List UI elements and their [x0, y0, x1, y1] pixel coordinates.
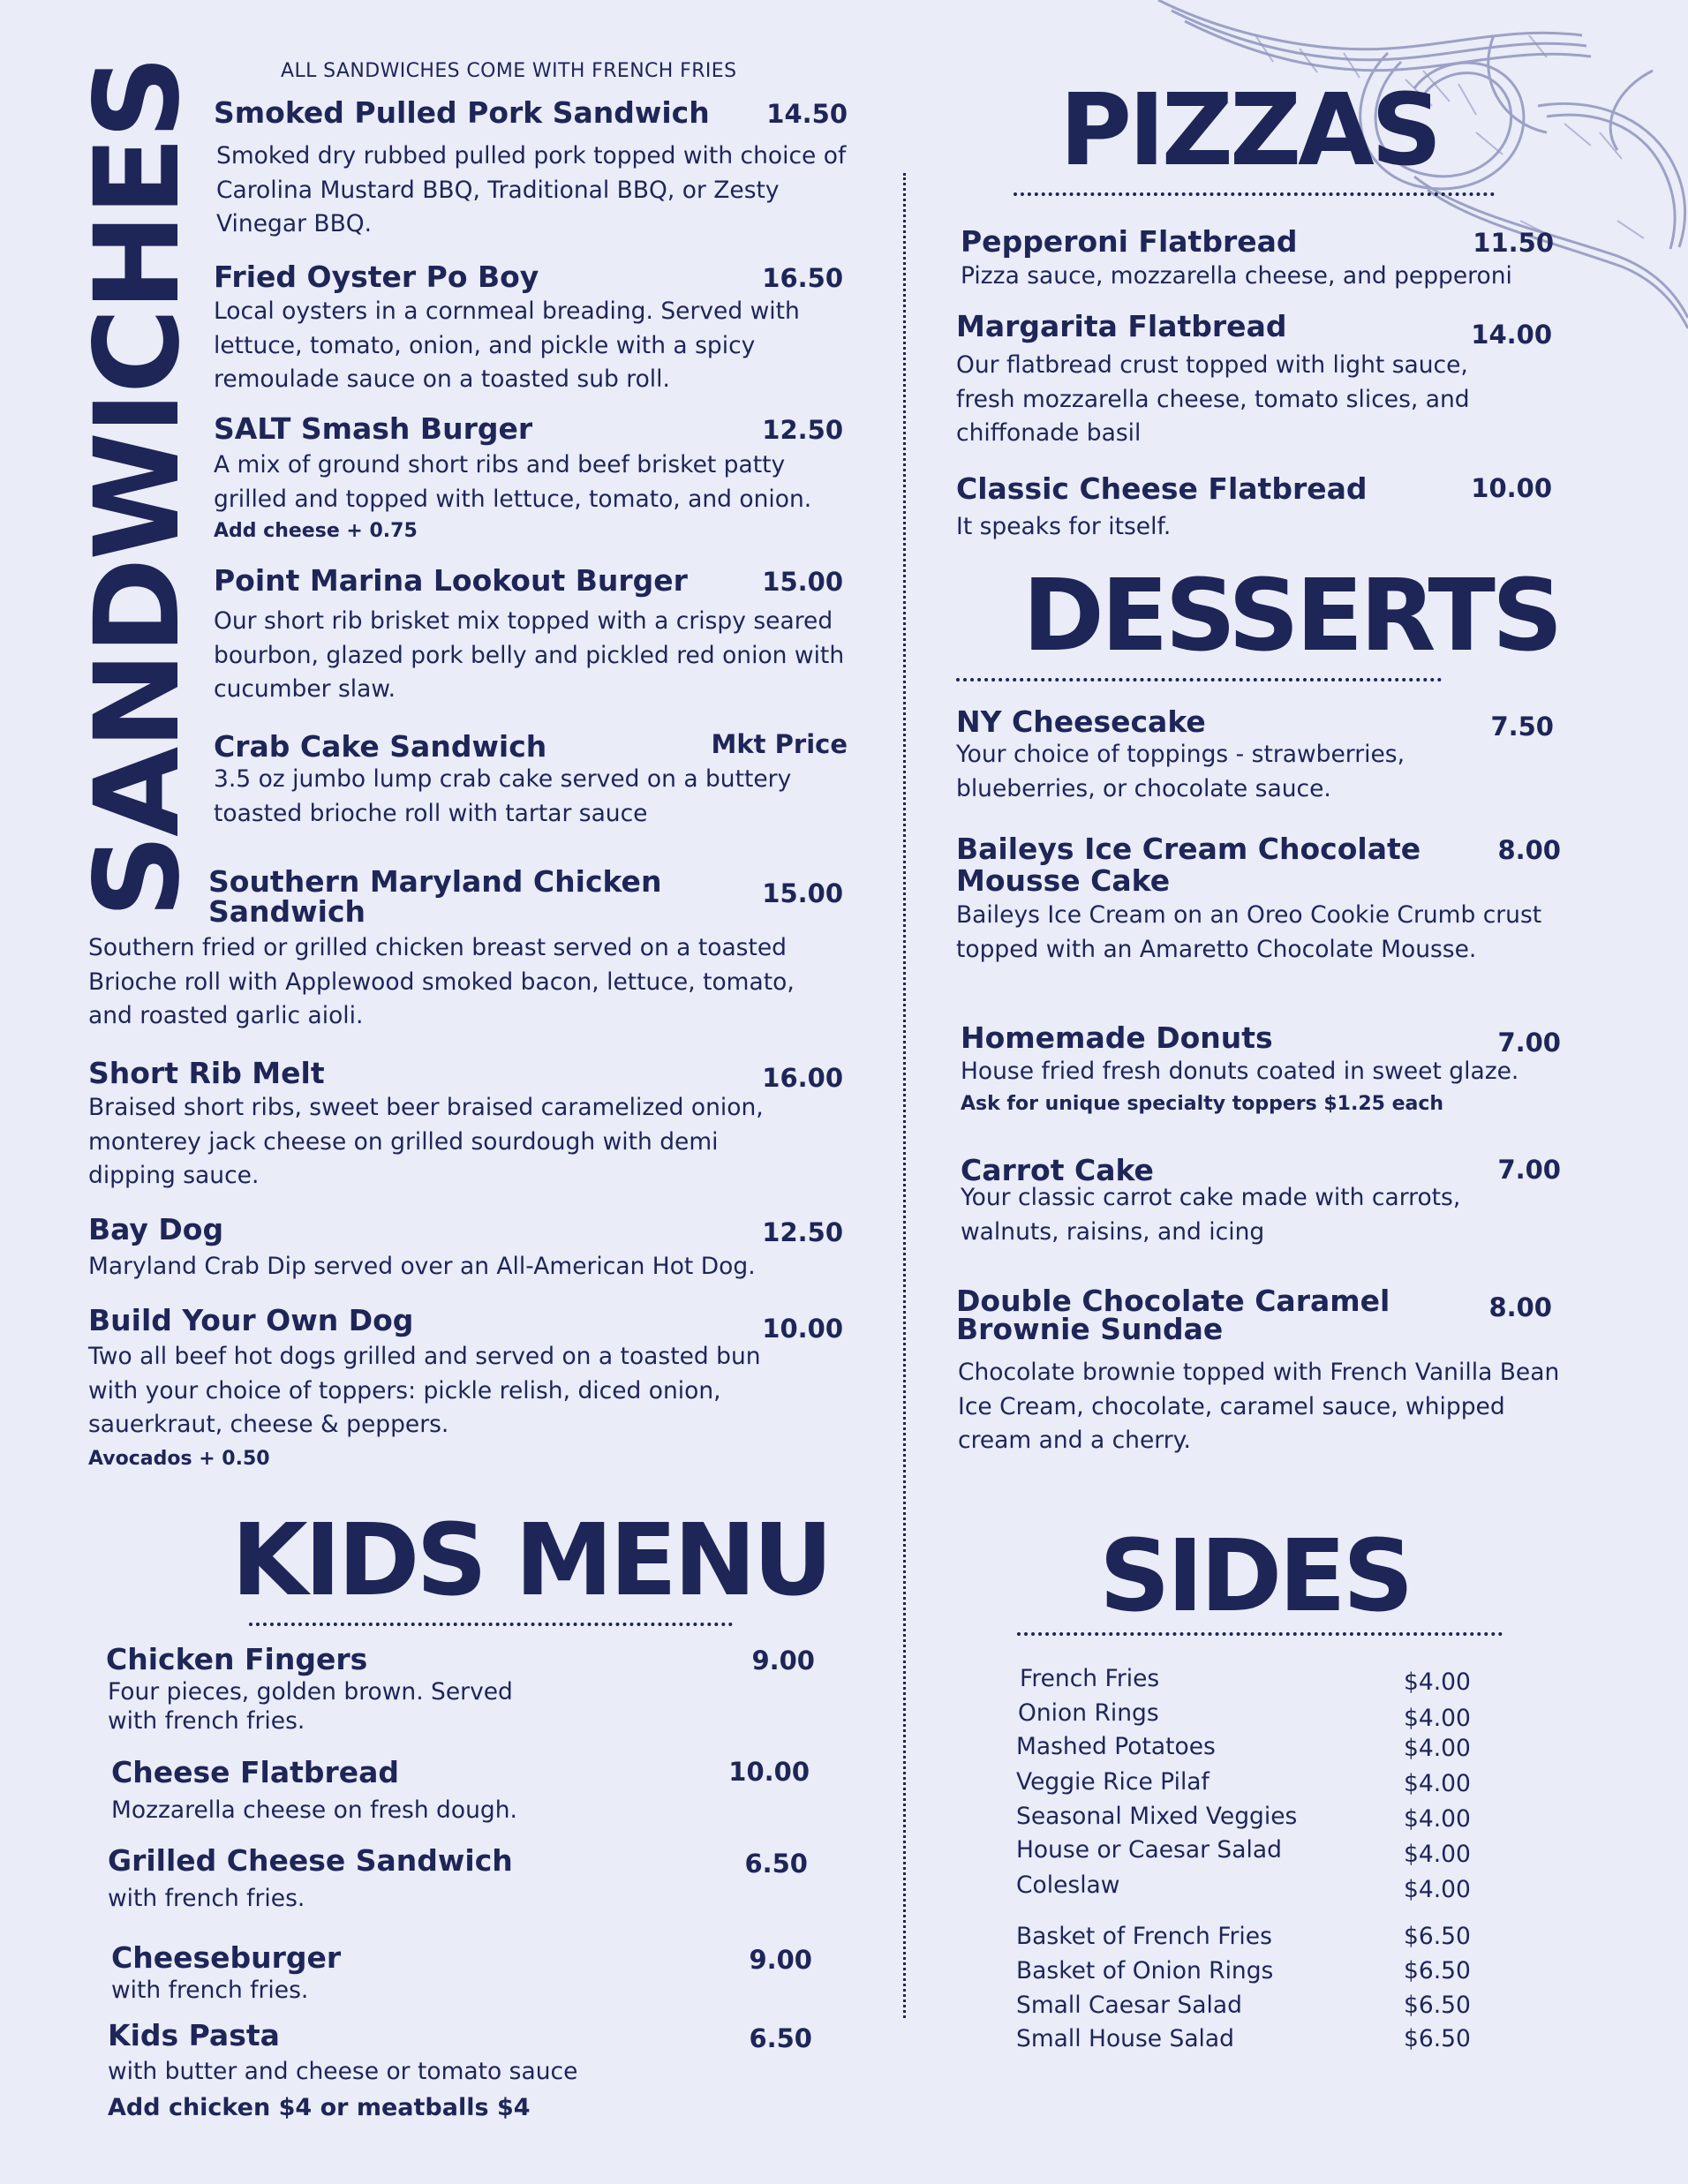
side-item-name: Mashed Potatoes [1016, 1733, 1216, 1760]
menu-item-name: Homemade Donuts [961, 1020, 1273, 1055]
menu-item-price: 10.00 [1471, 473, 1552, 503]
menu-item-name: Pepperoni Flatbread [961, 224, 1298, 259]
menu-item-price: Mkt Price [711, 729, 848, 759]
side-item-name: Basket of Onion Rings [1016, 1957, 1274, 1984]
menu-item-desc: Mozzarella cheese on fresh dough. [111, 1796, 517, 1824]
side-item-price: $4.00 [1404, 1805, 1471, 1833]
side-item-name: Small Caesar Salad [1016, 1992, 1242, 2019]
desserts-divider [956, 678, 1442, 682]
menu-item-price: 6.50 [744, 1849, 808, 1879]
menu-item-price: 9.00 [749, 1945, 812, 1975]
kids-title: KIDS MENU [231, 1503, 830, 1618]
menu-item-price: 10.00 [762, 1314, 843, 1344]
side-item-price: $6.50 [1404, 1923, 1471, 1950]
side-item-name: French Fries [1020, 1665, 1160, 1692]
menu-item-name: Double Chocolate Caramel Brownie Sundae [956, 1284, 1390, 1346]
menu-item-price: 14.50 [766, 99, 848, 129]
kids-divider [249, 1623, 733, 1626]
side-item-price: $4.00 [1404, 1770, 1471, 1797]
menu-item-name: Cheeseburger [111, 1940, 342, 1975]
side-item-name: Veggie Rice Pilaf [1016, 1768, 1209, 1796]
side-item-name: Seasonal Mixed Veggies [1016, 1803, 1298, 1830]
fries-note: ALL SANDWICHES COME WITH FRENCH FRIES [281, 60, 737, 82]
sides-title: SIDES [1099, 1519, 1411, 1634]
side-item-price: $4.00 [1404, 1876, 1471, 1903]
menu-item-price: 15.00 [762, 567, 843, 597]
side-item-name: Onion Rings [1018, 1699, 1159, 1727]
sandwiches-title: SANDWICHES [70, 57, 206, 918]
menu-item-price: 9.00 [751, 1646, 815, 1676]
menu-item-extra: Add cheese + 0.75 [214, 520, 418, 542]
menu-item-desc: Four pieces, golden brown. Served with french fries. [108, 1678, 513, 1735]
menu-item-desc: Our short rib brisket mix topped with a crispy seared bourbon, glazed pork belly and pickled red onion with cucumber slaw. [214, 607, 845, 703]
menu-item-price: 12.50 [762, 415, 843, 445]
menu-item-desc: Maryland Crab Dip served over an All-American Hot Dog. [88, 1253, 756, 1280]
menu-item-name: Baileys Ice Cream Chocolate Mousse Cake [956, 832, 1421, 898]
menu-item-name: NY Cheesecake [956, 704, 1206, 739]
menu-item-extra: Ask for unique specialty toppers $1.25 each [961, 1093, 1444, 1115]
menu-item-price: 7.00 [1497, 1155, 1561, 1185]
side-item-price: $4.00 [1404, 1668, 1471, 1696]
side-item-price: $4.00 [1404, 1841, 1471, 1868]
menu-item-name: SALT Smash Burger [214, 411, 533, 446]
pizzas-divider [1014, 192, 1495, 196]
side-item-name: Basket of French Fries [1016, 1923, 1272, 1950]
menu-item-name: Cheese Flatbread [111, 1755, 400, 1789]
menu-item-name: Smoked Pulled Pork Sandwich [214, 95, 710, 130]
menu-item-extra: Add chicken $4 or meatballs $4 [108, 2094, 531, 2121]
menu-item-price: 7.50 [1490, 712, 1554, 742]
menu-item-desc: with butter and cheese or tomato sauce [108, 2058, 578, 2085]
menu-item-name: Kids Pasta [108, 2018, 280, 2052]
menu-item-price: 8.00 [1497, 835, 1561, 865]
menu-item-name: Bay Dog [88, 1212, 224, 1246]
menu-item-name: Crab Cake Sandwich [214, 729, 547, 764]
desserts-title: DESSERTS [1022, 559, 1560, 674]
menu-item-price: 8.00 [1488, 1292, 1552, 1322]
menu-item-desc: A mix of ground short ribs and beef brisket patty grilled and topped with lettuce, tomato, and onion. [214, 451, 812, 513]
menu-item-name: Chicken Fingers [106, 1642, 368, 1676]
menu-item-price: 14.00 [1471, 320, 1552, 350]
menu-item-desc: Your classic carrot cake made with carrots, walnuts, raisins, and icing [961, 1184, 1461, 1246]
menu-item-desc: It speaks for itself. [956, 513, 1172, 540]
side-item-price: $4.00 [1404, 1705, 1471, 1732]
menu-item-price: 11.50 [1473, 228, 1554, 258]
menu-item-desc: with french fries. [108, 1885, 305, 1912]
menu-item-extra: Avocados + 0.50 [88, 1448, 270, 1470]
menu-item-price: 6.50 [749, 2023, 812, 2053]
menu-item-name: Point Marina Lookout Burger [214, 563, 688, 598]
menu-item-price: 10.00 [728, 1757, 810, 1787]
menu-item-price: 16.50 [762, 263, 843, 293]
menu-item-desc: Local oysters in a cornmeal breading. Served with lettuce, tomato, onion, and pickle with a spicy remoulade sauce on a toasted sub roll. [214, 297, 800, 393]
side-item-name: Small House Salad [1016, 2025, 1234, 2052]
column-divider [903, 173, 906, 2018]
side-item-price: $6.50 [1404, 1957, 1471, 1984]
menu-item-desc: Your choice of toppings - strawberries, blueberries, or chocolate sauce. [956, 741, 1405, 802]
menu-item-desc: Southern fried or grilled chicken breast served on a toasted Brioche roll with Applewood smoked bacon, lettuce, tomato, and roasted garlic aioli. [88, 934, 795, 1029]
side-item-name: Coleslaw [1016, 1871, 1120, 1899]
menu-item-desc: Chocolate brownie topped with French Vanilla Bean Ice Cream, chocolate, caramel sauce, whipped cream and a cherry. [958, 1359, 1560, 1454]
side-item-price: $4.00 [1404, 1735, 1471, 1762]
menu-item-price: 15.00 [762, 878, 843, 908]
side-item-price: $6.50 [1404, 1992, 1471, 2019]
menu-item-name: Short Rib Melt [88, 1056, 325, 1090]
menu-item-price: 12.50 [762, 1217, 843, 1247]
menu-item-desc: with french fries. [111, 1977, 309, 2004]
menu-item-name: Fried Oyster Po Boy [214, 260, 539, 294]
menu-item-desc: Two all beef hot dogs grilled and served on a toasted bun with your choice of toppers: pickle relish, diced onion, sauerkraut, cheese & peppers. [88, 1343, 761, 1438]
menu-item-desc: Our flatbread crust topped with light sauce, fresh mozzarella cheese, tomato slices, and chiffonade basil [956, 351, 1470, 447]
menu-item-desc: Pizza sauce, mozzarella cheese, and pepperoni [961, 262, 1512, 290]
menu-item-name: Carrot Cake [961, 1153, 1154, 1187]
menu-item-name: Build Your Own Dog [88, 1303, 414, 1337]
side-item-price: $6.50 [1404, 2025, 1471, 2052]
sides-divider [1017, 1632, 1503, 1636]
menu-item-desc: Baileys Ice Cream on an Oreo Cookie Crumb crust topped with an Amaretto Chocolate Mousse. [956, 901, 1542, 963]
menu-item-price: 16.00 [762, 1063, 843, 1093]
menu-item-desc: 3.5 oz jumbo lump crab cake served on a buttery toasted brioche roll with tartar sauce [214, 765, 792, 827]
menu-item-desc: Smoked dry rubbed pulled pork topped with choice of Carolina Mustard BBQ, Traditional BBQ, or Zesty Vinegar BBQ. [216, 142, 847, 237]
pizzas-title: PIZZAS [1059, 73, 1439, 188]
menu-item-name: Margarita Flatbread [956, 309, 1287, 343]
menu-item-desc: Braised short ribs, sweet beer braised caramelized onion, monterey jack cheese on grilled sourdough with demi dipping sauce. [88, 1094, 764, 1189]
menu-item-price: 7.00 [1497, 1028, 1561, 1058]
menu-item-name: Grilled Cheese Sandwich [108, 1843, 513, 1878]
menu-item-desc: House fried fresh donuts coated in sweet glaze. [961, 1058, 1519, 1085]
side-item-name: House or Caesar Salad [1016, 1836, 1282, 1864]
menu-item-name: Classic Cheese Flatbread [956, 471, 1368, 506]
menu-item-name: Southern Maryland Chicken Sandwich [208, 864, 662, 929]
